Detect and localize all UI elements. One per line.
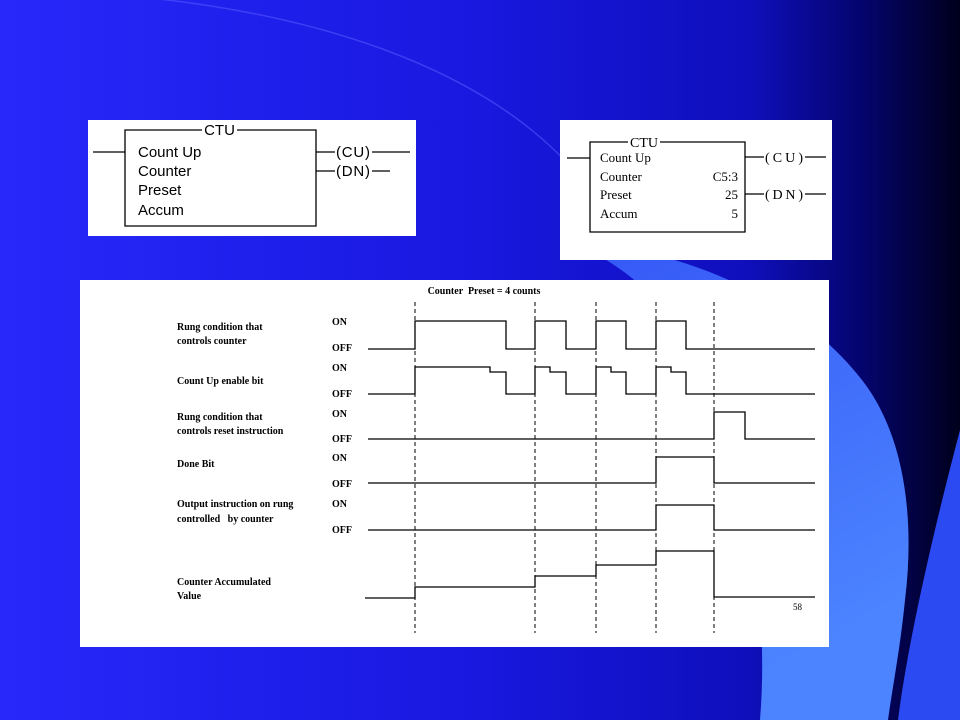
ctu-label-accum: Accum: [138, 202, 184, 219]
cu-coil: (CU): [765, 151, 803, 166]
signal-label: Rung condition that: [177, 322, 263, 333]
ctu-label-preset: Preset: [600, 187, 632, 202]
signal-label: Rung condition that: [177, 412, 263, 423]
off-label: OFF: [332, 389, 352, 400]
ctu-label-accum: Accum: [600, 206, 638, 221]
off-label: OFF: [332, 479, 352, 490]
waveform-rung-condition-counter: [368, 321, 815, 349]
on-label: ON: [332, 453, 347, 464]
dn-coil: (DN): [765, 188, 803, 203]
signal-label: Count Up enable bit: [177, 376, 264, 387]
ctu-example-panel: [560, 120, 832, 260]
ctu-label-counter: Counter: [600, 169, 642, 184]
ctu-block-title: CTU: [204, 122, 235, 139]
ctu-generic-diagram: [88, 120, 416, 236]
ctu-label-counter: Counter: [138, 163, 192, 180]
ctu-label-count-up: Count Up: [138, 144, 202, 161]
cu-coil: (CU): [336, 144, 370, 161]
ctu-block-title: CTU: [630, 136, 658, 151]
signal-label: Counter Accumulated: [177, 577, 271, 588]
ctu-value-accum: 5: [731, 206, 738, 221]
on-label: ON: [332, 363, 347, 374]
ctu-value-counter: C5:3: [712, 169, 738, 184]
waveform-output-instruction: [368, 505, 815, 530]
on-label: ON: [332, 499, 347, 510]
waveform-accumulated-value: [365, 551, 815, 598]
ctu-label-count-up: Count Up: [600, 150, 651, 165]
waveform-reset-rung-condition: [368, 412, 815, 439]
timing-diagram-title: Counter Preset = 4 counts: [427, 286, 541, 297]
ctu-generic-panel: [88, 120, 416, 236]
ctu-example-diagram: [560, 120, 832, 260]
signal-label: controls reset instruction: [177, 426, 284, 437]
page-number: 58: [793, 602, 802, 612]
signal-label: controls counter: [177, 336, 247, 347]
ctu-label-preset: Preset: [138, 182, 182, 199]
signal-label: Done Bit: [177, 459, 215, 470]
timing-diagram: [80, 280, 829, 647]
signal-label: Value: [177, 591, 202, 602]
off-label: OFF: [332, 434, 352, 445]
on-label: ON: [332, 409, 347, 420]
waveform-done-bit: [368, 457, 815, 483]
on-label: ON: [332, 317, 347, 328]
timing-diagram-panel: [80, 280, 829, 647]
waveform-count-up-enable-bit: [368, 367, 815, 394]
signal-label: Output instruction on rung: [177, 499, 294, 510]
off-label: OFF: [332, 343, 352, 354]
off-label: OFF: [332, 525, 352, 536]
signal-label: controlled by counter: [177, 514, 274, 525]
dn-coil: (DN): [336, 163, 370, 180]
ctu-value-preset: 25: [725, 187, 738, 202]
